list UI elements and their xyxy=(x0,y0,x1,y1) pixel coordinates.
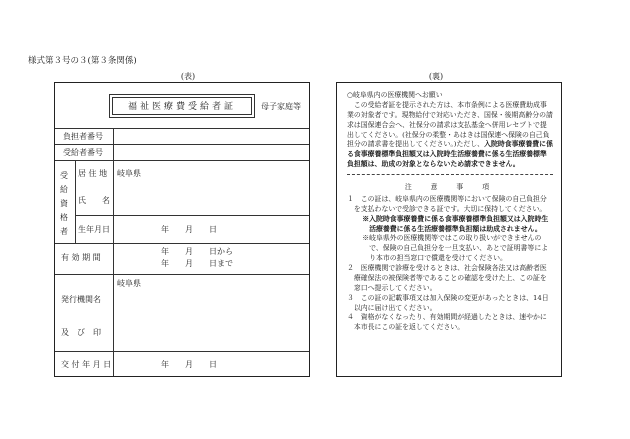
note-1-sub: ※岐阜県外の医療機関等ではこの取り扱いができませんので、保険の自己負担分を一旦支払い、あとで証明書等により本市の担当窓口で償還を受けてください。 xyxy=(362,234,549,263)
note-2: ２ 医療機関で診療を受けるときは、社会保険各法又は高齢者医療確保法の被保険者等であることの確認を受けた上、この証を窓口へ提示してください。 xyxy=(347,264,547,292)
notice-text: この受給者証を提示された方は、本市条例による医療費助成事業の対象者です。現物給付で対応いただき、国保・後期高齢分の請求は国保連合会へ、社保分の請求は支払基金へ併用レセプトで提出してください。(社保分の柔整・あはきは国保連へ保険の自己負担分の請求書を提出してください。)ただし、 xyxy=(347,100,553,149)
note-4: ４ 資格がなくなったり、有効期間が経過したときは、速やかに本市長にこの証を返してください。 xyxy=(347,313,547,332)
eligible-person-label: 受給資格者 xyxy=(60,171,68,236)
birthdate-label: 生年月日 xyxy=(78,225,110,234)
issuer-value: 岐阜県 xyxy=(117,279,141,288)
address-label: 居 住 地 xyxy=(78,169,108,178)
row-divider xyxy=(75,215,309,216)
validity-from: 年 月 日から xyxy=(161,247,233,256)
certificate-back xyxy=(336,82,562,377)
insured-number-label: 負担者番号 xyxy=(63,132,103,141)
issue-date-label: 交 付 年 月 日 xyxy=(61,360,112,369)
form-number: 様式第３号の３(第３条関係) xyxy=(28,56,137,66)
certificate-title-box xyxy=(109,94,255,118)
notice-paragraph xyxy=(347,101,553,170)
note-3: ３ この証の記載事項又は加入保険の変更があったときは、14日以内に届け出てください。 xyxy=(347,293,549,312)
certificate-category: 母子家庭等 xyxy=(261,102,301,111)
notice-bold-text: 入院時食事療養費に係る食事療養標準負担額又は入院時生活療養費に係る生活療養標準負担額は、助成の対象とならないため請求できません。 xyxy=(347,140,553,169)
back-content xyxy=(347,91,553,333)
row-divider xyxy=(55,144,309,145)
front-side-heading: (表) xyxy=(180,72,196,81)
notes-title: 注 意 事 項 xyxy=(404,183,496,191)
row-divider xyxy=(55,128,309,129)
note-1-bold: ※入院時食事療養費に係る食事療養標準負担額又は入院時生活療養費に係る生活療養標準負担額は助成されません。 xyxy=(362,214,549,233)
certificate-title: 福祉医療費受給者証 xyxy=(112,97,252,115)
certificate-front xyxy=(54,82,310,377)
address-value: 岐阜県 xyxy=(117,169,141,178)
recipient-number-label: 受給者番号 xyxy=(63,148,103,157)
back-side-heading: (裏) xyxy=(428,72,444,81)
validity-label: 有 効 期 間 xyxy=(61,253,101,262)
row-divider xyxy=(55,274,309,275)
name-label: 氏 名 xyxy=(78,196,110,205)
col-divider xyxy=(75,160,76,243)
row-divider xyxy=(55,351,309,352)
birthdate-value: 年 月 日 xyxy=(161,225,217,234)
col-divider xyxy=(113,128,114,160)
dashed-separator xyxy=(347,174,553,175)
seal-label: 及 び 印 xyxy=(61,328,101,337)
issue-date-value: 年 月 日 xyxy=(161,360,217,369)
row-divider xyxy=(55,243,309,244)
note-1: １ この証は、岐阜県内の医療機関等において保険の自己負担分を支払わないで受診できる証です。大切に保持してください。 xyxy=(347,194,547,213)
issuer-label: 発行機関名 xyxy=(61,295,101,304)
notice-title: ○岐阜県内の医療機関へお願い xyxy=(347,91,443,99)
col-divider xyxy=(113,160,114,376)
row-divider xyxy=(55,160,309,161)
validity-to: 年 月 日まで xyxy=(161,259,233,268)
